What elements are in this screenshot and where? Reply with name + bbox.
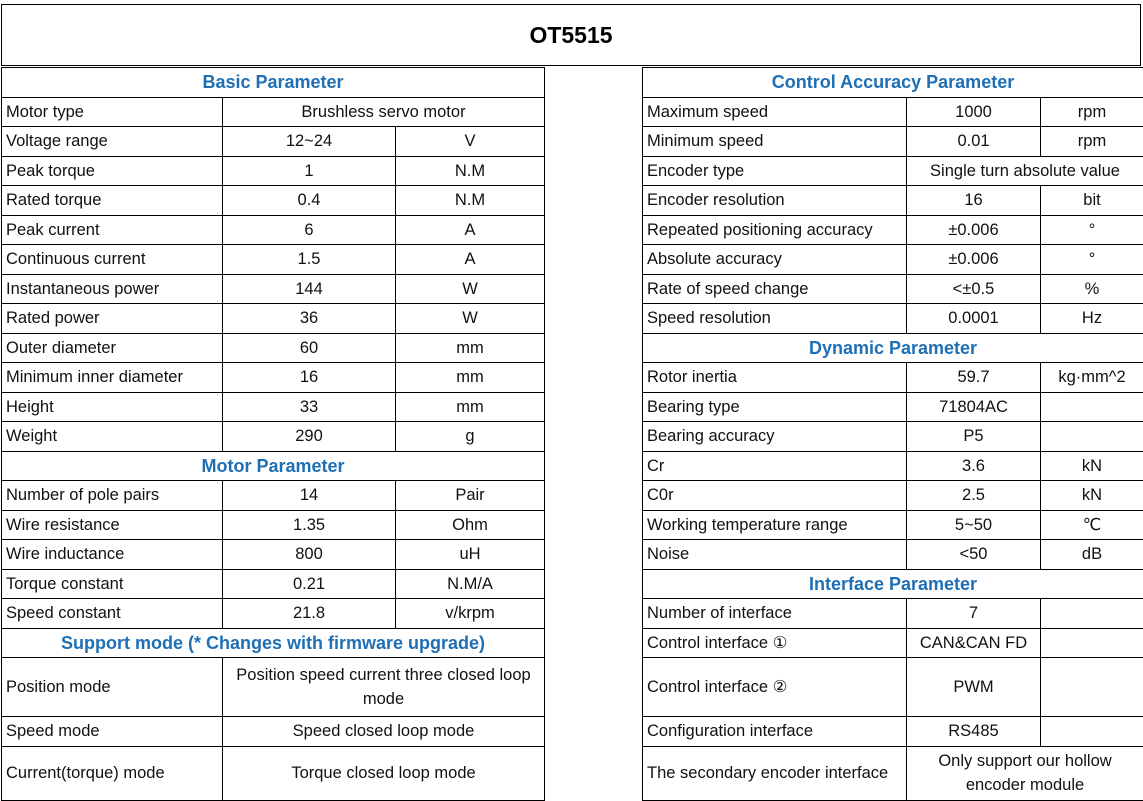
param-value: ±0.006 (907, 245, 1041, 275)
table-row (2, 746, 545, 800)
param-unit: W (396, 274, 545, 304)
param-unit: ℃ (1041, 510, 1143, 540)
param-value: 16 (223, 363, 396, 393)
param-name: Instantaneous power (2, 274, 223, 304)
param-value: CAN&CAN FD (907, 628, 1041, 658)
param-unit: mm (396, 363, 545, 393)
param-name: Control interface ② (643, 658, 907, 717)
param-unit: kN (1041, 451, 1143, 481)
table-row (2, 245, 545, 275)
param-value: 33 (223, 392, 396, 422)
table-row (2, 304, 545, 334)
param-value: 12~24 (223, 127, 396, 157)
table-row (643, 628, 1143, 658)
table-row (643, 599, 1143, 629)
table-row (643, 97, 1143, 127)
param-name: Absolute accuracy (643, 245, 907, 275)
param-name: Maximum speed (643, 97, 907, 127)
table-row (643, 392, 1143, 422)
table-row (2, 658, 545, 717)
param-unit: dB (1041, 540, 1143, 570)
param-value: 2.5 (907, 481, 1041, 511)
table-row (2, 422, 545, 452)
table-row (2, 540, 545, 570)
param-value: PWM (907, 658, 1041, 717)
table-row (643, 451, 1143, 481)
param-name: Outer diameter (2, 333, 223, 363)
table-row (2, 599, 545, 629)
table-row (2, 156, 545, 186)
param-value: 71804AC (907, 392, 1041, 422)
param-unit: uH (396, 540, 545, 570)
table-row (643, 215, 1143, 245)
param-value: 290 (223, 422, 396, 452)
param-name: Current(torque) mode (2, 746, 223, 800)
table-row (643, 186, 1143, 216)
table-row (643, 746, 1143, 800)
param-name: Peak torque (2, 156, 223, 186)
param-value: 36 (223, 304, 396, 334)
param-name: Rated torque (2, 186, 223, 216)
table-row (643, 156, 1143, 186)
param-unit: rpm (1041, 127, 1143, 157)
param-name: Minimum inner diameter (2, 363, 223, 393)
param-unit: Pair (396, 481, 545, 511)
param-name: Encoder type (643, 156, 907, 186)
param-unit: rpm (1041, 97, 1143, 127)
table-row (2, 481, 545, 511)
param-name: Repeated positioning accuracy (643, 215, 907, 245)
param-name: Noise (643, 540, 907, 570)
param-value: Brushless servo motor (223, 97, 545, 127)
param-value: 7 (907, 599, 1041, 629)
basic-parameter-header: Basic Parameter (2, 68, 545, 98)
table-row (643, 717, 1143, 747)
param-name: Control interface ① (643, 628, 907, 658)
param-unit: g (396, 422, 545, 452)
param-unit: W (396, 304, 545, 334)
param-value: Speed closed loop mode (223, 717, 545, 747)
table-row (643, 510, 1143, 540)
param-value: RS485 (907, 717, 1041, 747)
table-row (643, 304, 1143, 334)
table-row (2, 717, 545, 747)
param-name: Peak current (2, 215, 223, 245)
param-unit: N.M (396, 186, 545, 216)
param-name: Weight (2, 422, 223, 452)
left-spec-table (1, 67, 545, 801)
param-name: Rated power (2, 304, 223, 334)
table-row (2, 127, 545, 157)
param-name: Wire resistance (2, 510, 223, 540)
param-name: Bearing type (643, 392, 907, 422)
param-unit: bit (1041, 186, 1143, 216)
param-value: 0.0001 (907, 304, 1041, 334)
param-unit: V (396, 127, 545, 157)
table-row (2, 333, 545, 363)
table-row (2, 186, 545, 216)
param-value: 1000 (907, 97, 1041, 127)
param-name: Cr (643, 451, 907, 481)
param-name: C0r (643, 481, 907, 511)
param-unit: kN (1041, 481, 1143, 511)
param-value: 1.35 (223, 510, 396, 540)
param-unit: % (1041, 274, 1143, 304)
param-unit: N.M/A (396, 569, 545, 599)
param-name: Wire inductance (2, 540, 223, 570)
param-name: Speed mode (2, 717, 223, 747)
param-value: 14 (223, 481, 396, 511)
param-unit: ° (1041, 215, 1143, 245)
param-name: Working temperature range (643, 510, 907, 540)
page-title: OT5515 (1, 4, 1141, 66)
param-value: P5 (907, 422, 1041, 452)
param-value: 0.4 (223, 186, 396, 216)
table-row (643, 481, 1143, 511)
table-row (2, 215, 545, 245)
param-name: Speed resolution (643, 304, 907, 334)
param-name: Position mode (2, 658, 223, 717)
param-value: <50 (907, 540, 1041, 570)
table-row (643, 363, 1143, 393)
param-unit: ° (1041, 245, 1143, 275)
param-value: 60 (223, 333, 396, 363)
param-value: 21.8 (223, 599, 396, 629)
param-unit: Hz (1041, 304, 1143, 334)
param-value: Single turn absolute value (907, 156, 1143, 186)
motor-parameter-header: Motor Parameter (2, 451, 545, 481)
param-name: Configuration interface (643, 717, 907, 747)
param-unit: A (396, 215, 545, 245)
param-unit (1041, 717, 1143, 747)
param-name: Torque constant (2, 569, 223, 599)
param-unit (1041, 422, 1143, 452)
param-name: Minimum speed (643, 127, 907, 157)
param-value: 5~50 (907, 510, 1041, 540)
param-name: Motor type (2, 97, 223, 127)
param-value: 800 (223, 540, 396, 570)
param-name: The secondary encoder interface (643, 746, 907, 800)
param-unit: kg·mm^2 (1041, 363, 1143, 393)
right-spec-table (642, 67, 1143, 801)
param-unit (1041, 599, 1143, 629)
param-name: Number of interface (643, 599, 907, 629)
param-name: Encoder resolution (643, 186, 907, 216)
param-name: Rotor inertia (643, 363, 907, 393)
param-unit (1041, 658, 1143, 717)
param-unit: A (396, 245, 545, 275)
table-row (643, 422, 1143, 452)
param-unit: Ohm (396, 510, 545, 540)
param-name: Bearing accuracy (643, 422, 907, 452)
param-name: Voltage range (2, 127, 223, 157)
param-unit: mm (396, 333, 545, 363)
support-mode-header: Support mode (* Changes with firmware upgrade) (2, 628, 545, 658)
dynamic-parameter-header: Dynamic Parameter (643, 333, 1143, 363)
table-row (643, 127, 1143, 157)
param-name: Speed constant (2, 599, 223, 629)
table-row (2, 274, 545, 304)
param-value: 3.6 (907, 451, 1041, 481)
table-row (2, 569, 545, 599)
table-row (643, 245, 1143, 275)
param-unit: N.M (396, 156, 545, 186)
param-name: Rate of speed change (643, 274, 907, 304)
param-value: 1 (223, 156, 396, 186)
param-value: 0.21 (223, 569, 396, 599)
param-name: Number of pole pairs (2, 481, 223, 511)
table-row (643, 540, 1143, 570)
param-value: Torque closed loop mode (223, 746, 545, 800)
param-value: 144 (223, 274, 396, 304)
interface-parameter-header: Interface Parameter (643, 569, 1143, 599)
table-row (2, 363, 545, 393)
table-row (643, 274, 1143, 304)
param-value: 6 (223, 215, 396, 245)
param-name: Height (2, 392, 223, 422)
table-row (2, 392, 545, 422)
control-accuracy-header: Control Accuracy Parameter (643, 68, 1143, 98)
table-row (2, 97, 545, 127)
table-row (2, 510, 545, 540)
param-value: <±0.5 (907, 274, 1041, 304)
param-value: 59.7 (907, 363, 1041, 393)
param-value: Position speed current three closed loop mode (223, 658, 545, 717)
param-unit: mm (396, 392, 545, 422)
param-value: Only support our hollow encoder module (907, 746, 1143, 800)
param-unit (1041, 628, 1143, 658)
table-row (643, 658, 1143, 717)
param-value: 16 (907, 186, 1041, 216)
param-unit (1041, 392, 1143, 422)
param-name: Continuous current (2, 245, 223, 275)
param-value: 1.5 (223, 245, 396, 275)
param-value: 0.01 (907, 127, 1041, 157)
param-value: ±0.006 (907, 215, 1041, 245)
param-unit: v/krpm (396, 599, 545, 629)
